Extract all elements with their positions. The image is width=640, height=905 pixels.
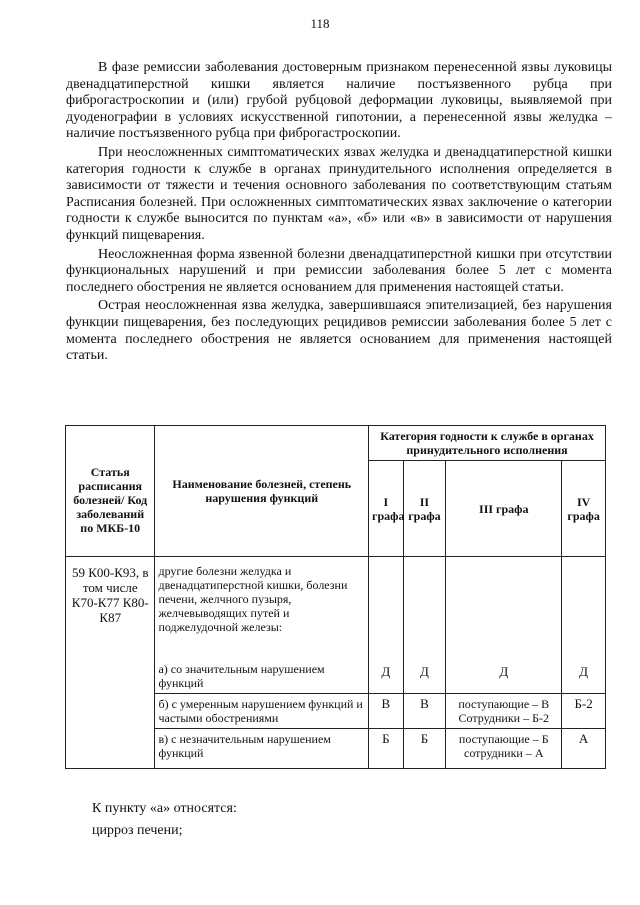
row-a-name xyxy=(155,557,369,694)
disease-table xyxy=(65,425,606,769)
page-number: 118 xyxy=(310,16,330,31)
row-b-g4: Б-2 xyxy=(562,694,606,729)
row-c-g1: Б xyxy=(369,729,404,769)
header-col2: II графа xyxy=(403,461,446,557)
header-article: Статья расписания болезней/ Код заболеваний по МКБ-10 xyxy=(66,426,155,557)
table-header-row xyxy=(66,426,606,461)
table-intro: другие болезни желудка и двенадцатиперстной кишки, болезни печени, желчного пузыря, желчевыводящих путей и поджелудочной железы: xyxy=(158,564,348,634)
after-table-text xyxy=(92,798,237,842)
list-item: цирроз печени; xyxy=(92,823,183,838)
table-row xyxy=(66,557,606,694)
row-a-g3: Д xyxy=(446,557,562,694)
paragraph: Неосложненная форма язвенной болезни двенадцатиперстной кишки при отсутствии функциональных нарушений и при ремиссии заболевания более 5 лет с момента последнего обострения не является основанием для применения настоящей статьи. xyxy=(66,246,612,295)
article-cell: 59 К00-К93, в том числе К70-К77 К80-К87 xyxy=(66,557,155,769)
paragraph: При неосложненных симптоматических язвах желудка и двенадцатиперстной кишки категория годности к службе в органах принудительного исполнения определяется в зависимости от тяжести и течения основного заболевания по соответствующим статьям Расписания болезней. При осложненных симптоматических язвах заключение о категории годности к службе выносится по пунктам «а», «б» или «в» в зависимости от нарушения функций пищеварения. xyxy=(66,144,612,243)
row-a-g2: Д xyxy=(403,557,446,694)
body-text xyxy=(66,60,612,367)
header-category: Категория годности к службе в органах принудительного исполнения xyxy=(369,426,606,461)
paragraph: В фазе ремиссии заболевания достоверным признаком перенесенной язвы луковицы двенадцатиперстной кишки является наличие постъязвенного рубца при фиброгастроскопии и (или) грубой рубцовой деформации луковицы, выявляемой при дуоденографии в условиях искусственной гипотонии, а перенесенной язвы желудка – наличие постъязвенного рубца при фиброгастроскопии. xyxy=(66,60,612,142)
spacer xyxy=(158,634,365,662)
row-c-g2: Б xyxy=(403,729,446,769)
row-c-g4: А xyxy=(562,729,606,769)
paragraph: Острая неосложненная язва желудка, завершившаяся эпителизацией, без нарушения функции пищеварения, без последующих рецидивов ремиссии заболевания более 5 лет с момента последнего обострения не является основанием для применения настоящей статьи. xyxy=(66,298,612,364)
row-b-g2: В xyxy=(403,694,446,729)
list-heading: К пункту «а» относятся: xyxy=(92,801,237,816)
row-c-g3: поступающие – Б сотрудники – А xyxy=(446,729,562,769)
row-a-g4: Д xyxy=(562,557,606,694)
row-a-label: а) со значительным нарушением функций xyxy=(158,662,325,690)
header-col3: III графа xyxy=(446,461,562,557)
header-name: Наименование болезней, степень нарушения функций xyxy=(155,426,369,557)
row-b-g1: В xyxy=(369,694,404,729)
row-b-g3: поступающие – В Сотрудники – Б-2 xyxy=(446,694,562,729)
row-a-g1: Д xyxy=(369,557,404,694)
row-b-name: б) с умеренным нарушением функций и частыми обострениями xyxy=(155,694,369,729)
row-c-name: в) с незначительным нарушением функций xyxy=(155,729,369,769)
header-col4: IV графа xyxy=(562,461,606,557)
header-col1: I графа xyxy=(369,461,404,557)
